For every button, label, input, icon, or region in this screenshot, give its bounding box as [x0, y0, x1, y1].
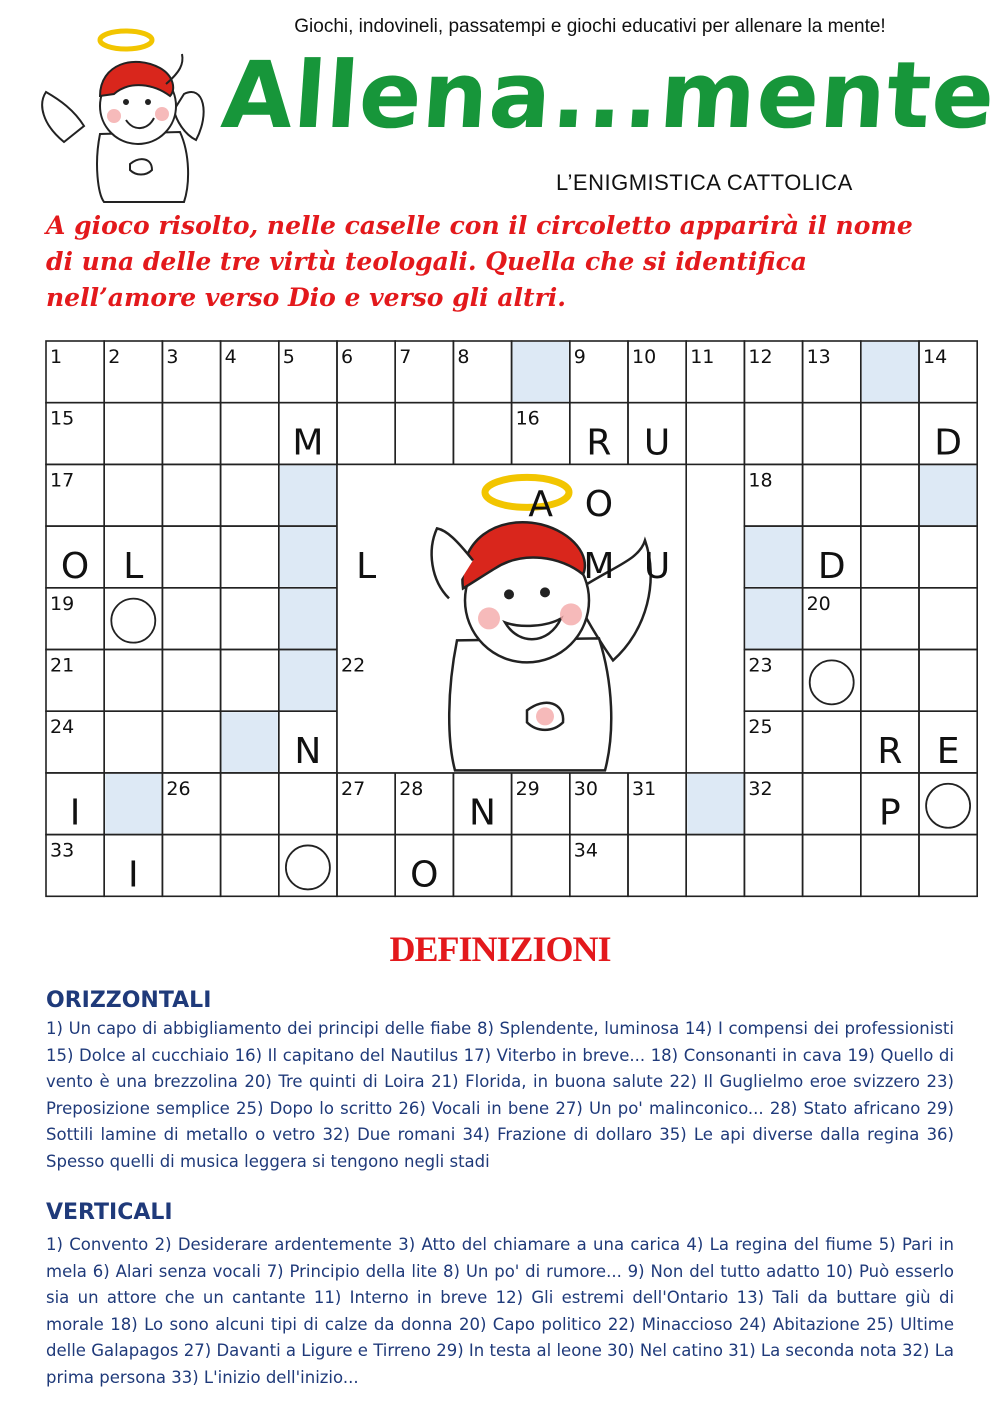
across-clue: 20) Tre quinti di Loira	[244, 1072, 425, 1091]
down-clue: 10) Può esserlo sia un attore che un cantante	[46, 1261, 954, 1307]
cell-letter: P	[879, 792, 901, 834]
across-clue: 14) I compensi dei professionisti	[684, 1019, 954, 1038]
across-clue: 19) Quello di vento è una brezzolina	[46, 1045, 954, 1091]
cell-number: 26	[166, 777, 191, 800]
cell-letter: M	[583, 545, 615, 587]
across-title: ORIZZONTALI	[46, 988, 212, 1013]
across-clue: 8) Splendente, luminosa	[476, 1019, 680, 1038]
across-clue: 28) Stato africano	[769, 1098, 921, 1118]
down-clue: 2) Desiderare ardentemente	[154, 1235, 392, 1254]
shaded-cell	[280, 527, 336, 587]
cell-number: 11	[690, 346, 715, 368]
cell-number: 12	[748, 346, 773, 368]
down-clue: 6) Alari senza vocali	[92, 1261, 261, 1281]
cell-number: 14	[923, 346, 948, 368]
down-clue: 4) La regina del fiume	[686, 1235, 873, 1254]
shaded-cell	[920, 465, 976, 525]
cell-letter: U	[643, 422, 671, 464]
shaded-cell	[280, 465, 336, 525]
across-clue: 27) Un po' malinconico...	[555, 1098, 764, 1118]
cell-number: 7	[399, 346, 412, 368]
cell-number: 31	[632, 777, 657, 800]
cell-number: 4	[224, 346, 237, 368]
down-clue: 24) Abitazione	[739, 1314, 860, 1334]
down-clue: 8) Un po' di rumore...	[443, 1261, 622, 1281]
shaded-cell	[745, 527, 801, 587]
down-clue: 30) Nel catino	[607, 1341, 723, 1360]
down-clue: 13) Tali da buttare giù di morale	[46, 1288, 955, 1334]
cell-number: 28	[399, 777, 424, 800]
across-clue: 35) Le api diverse dalla regina	[659, 1125, 920, 1144]
cell-letter: O	[584, 484, 614, 526]
down-clue: 33) L'inizio dell'inizio...	[171, 1367, 359, 1387]
cell-letter: D	[817, 545, 846, 587]
across-clue: 18) Consonanti in cava	[650, 1045, 842, 1065]
down-clue: 31) La seconda nota	[728, 1341, 897, 1360]
down-title: VERTICALI	[46, 1200, 173, 1225]
cell-letter: N	[294, 730, 322, 772]
cell-letter: M	[292, 422, 324, 464]
shaded-cell	[513, 342, 569, 402]
cell-number: 27	[341, 777, 366, 800]
across-clue: 23) Preposizione semplice	[46, 1072, 954, 1118]
cell-number: 9	[573, 346, 586, 368]
shaded-cell	[862, 342, 918, 402]
brand-title: Allena...mente	[218, 42, 1000, 149]
cell-number: 13	[806, 346, 831, 368]
cell-number: 18	[748, 469, 773, 492]
across-clue: 34) Frazione di dollaro	[462, 1125, 653, 1144]
brand-subtitle: L’ENIGMISTICA CATTOLICA	[556, 170, 853, 195]
cell-letter: R	[877, 730, 903, 772]
across-clue: 15) Dolce al cucchiaio	[46, 1045, 230, 1065]
cell-number: 5	[282, 346, 295, 368]
cell-letter: L	[123, 545, 144, 587]
shaded-cell	[280, 651, 336, 711]
cell-number: 10	[632, 346, 657, 368]
shaded-cell	[105, 774, 161, 834]
down-clues	[46, 1232, 954, 1391]
answer-circle	[286, 845, 330, 889]
cell-letter: L	[356, 545, 377, 587]
across-clue: 22) Il Guglielmo eroe svizzero	[669, 1072, 921, 1091]
down-clue: 7) Principio della lite	[266, 1261, 438, 1281]
cell-number: 34	[573, 839, 598, 862]
across-clue: 32) Due romani	[322, 1125, 456, 1144]
cell-number: 15	[50, 407, 75, 430]
cell-number: 24	[50, 716, 75, 739]
cell-number: 6	[341, 346, 354, 368]
cell-letter: I	[127, 854, 139, 896]
cell-letter: O	[60, 545, 90, 587]
across-clues	[46, 1016, 954, 1175]
cell-number: 22	[341, 654, 366, 677]
down-clue: 3) Atto del chiamare a una carica	[398, 1235, 681, 1254]
across-clue: 21) Florida, in buona salute	[431, 1072, 664, 1091]
down-clue: 20) Capo politico	[458, 1314, 602, 1334]
across-clue: 17) Viterbo in breve...	[463, 1045, 646, 1065]
cell-number: 32	[748, 777, 773, 800]
across-clue: 36) Spesso quelli di musica leggera si tengono negli stadi	[46, 1125, 954, 1171]
down-clue: 27) Davanti a Ligure e Tirreno	[183, 1341, 431, 1360]
cell-letter: N	[469, 792, 496, 834]
down-clue: 11) Interno in breve	[313, 1288, 488, 1307]
cell-number: 23	[748, 654, 773, 677]
shaded-cell	[280, 589, 336, 649]
cell-number: 20	[806, 592, 831, 615]
cell-number: 16	[515, 407, 540, 430]
cell-number: 2	[108, 346, 121, 368]
down-clue: 29) In testa al leone	[436, 1341, 602, 1360]
answer-circle	[810, 660, 854, 704]
cell-letter: D	[934, 422, 962, 464]
cell-number: 3	[166, 346, 179, 368]
definitions-heading: DEFINIZIONI	[389, 929, 611, 969]
cell-number: 21	[50, 654, 75, 677]
cell-letter: E	[936, 730, 960, 772]
down-clue: 22) Minaccioso	[607, 1314, 733, 1334]
cell-letter: O	[410, 854, 439, 896]
down-clue: 12) Gli estremi dell'Ontario	[495, 1288, 729, 1307]
across-clue: 25) Dopo lo scritto	[236, 1098, 393, 1118]
cell-letter: U	[643, 545, 671, 587]
down-clue: 5) Pari in mela	[46, 1235, 954, 1281]
cell-letter: R	[586, 422, 612, 464]
down-clue: 18) Lo sono alcuni tipi di calze da donna	[110, 1314, 453, 1334]
across-clue: 16) Il capitano del Nautilus	[234, 1045, 459, 1065]
cell-number: 19	[50, 592, 75, 615]
tagline: Giochi, indovineli, passatempi e giochi educativi per allenare la mente!	[294, 16, 886, 37]
cell-number: 25	[748, 716, 773, 739]
down-clue: 25) Ultime delle Galapagos	[46, 1314, 955, 1360]
cell-number: 33	[50, 839, 75, 862]
shaded-cell	[687, 774, 743, 834]
across-clue: 26) Vocali in bene	[398, 1098, 550, 1118]
puzzle-instructions: A gioco risolto, nelle caselle con il circoletto apparirà il nome di una delle tre virtù teologali. Quella che si identifica nell’amore verso Dio e verso gli altri.	[46, 211, 913, 312]
down-clue: 9) Non del tutto adatto	[627, 1261, 820, 1281]
cell-letter: I	[69, 792, 81, 834]
shaded-cell	[222, 712, 278, 772]
cell-number: 17	[50, 469, 75, 492]
cell-number: 1	[50, 346, 63, 368]
shaded-cell	[745, 589, 801, 649]
cell-letter: A	[528, 484, 554, 526]
cell-number: 8	[457, 346, 470, 368]
cell-number: 29	[515, 777, 540, 800]
down-clue: 1) Convento	[46, 1235, 149, 1254]
down-clue: 32) La prima persona	[46, 1341, 954, 1387]
cell-number: 30	[573, 777, 598, 800]
answer-circle	[926, 784, 970, 828]
across-clue: 29) Sottili lamine di metallo o vetro	[46, 1098, 954, 1144]
across-clue: 1) Un capo di abbigliamento dei principi delle fiabe	[46, 1019, 472, 1038]
answer-circle	[111, 599, 155, 643]
